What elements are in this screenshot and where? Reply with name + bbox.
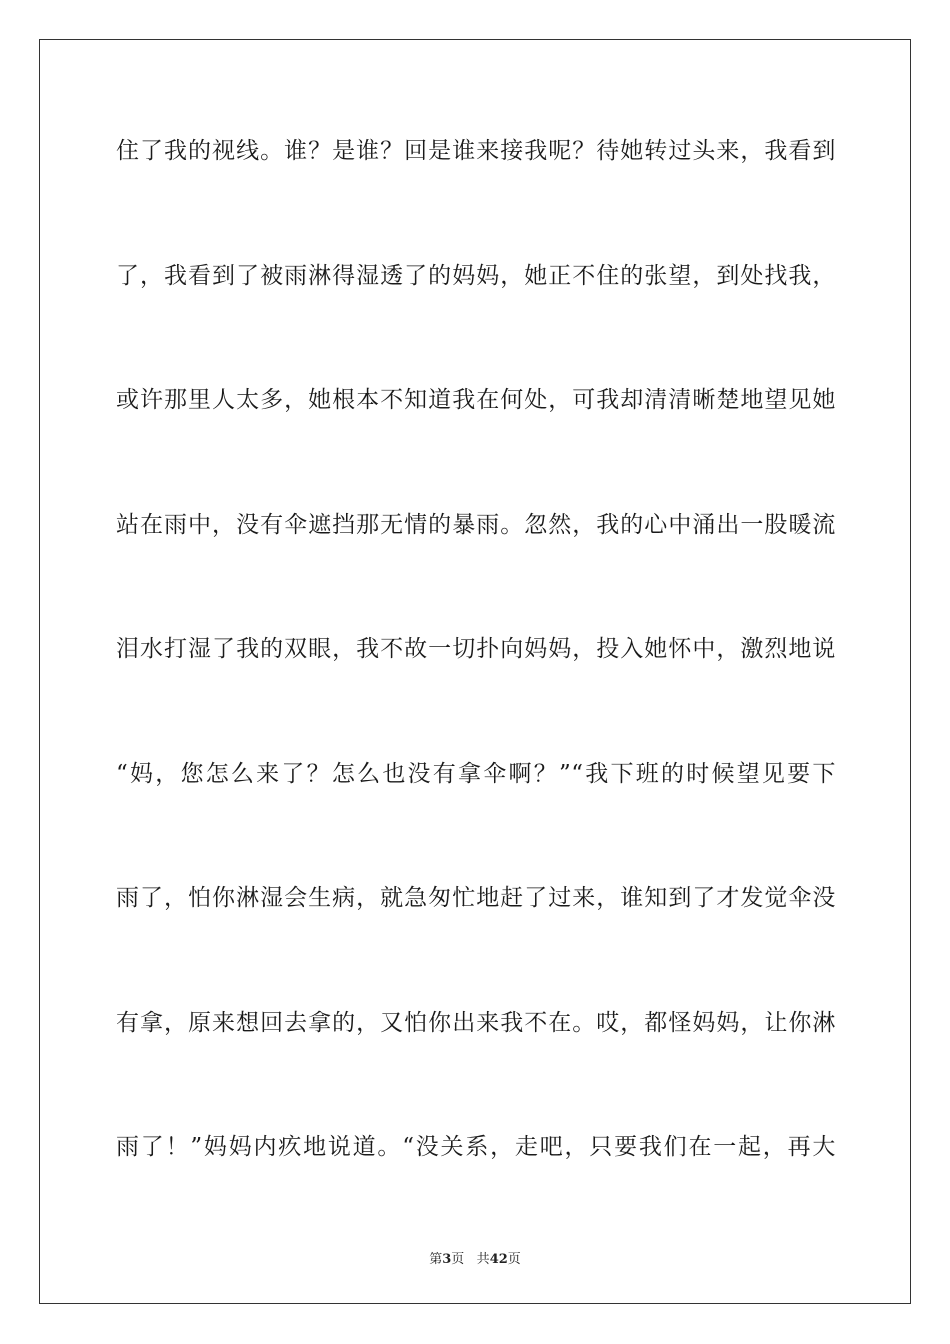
text-line: 了，我看到了被雨淋得湿透了的妈妈，她正不住的张望，到处找我， [116, 262, 836, 289]
footer-page-suffix: 页 [451, 1252, 465, 1267]
footer-total-suffix: 页 [507, 1252, 521, 1267]
footer-total-prefix: 共 [476, 1252, 490, 1267]
body-text [116, 128, 836, 1249]
text-line: 雨了，怕你淋湿会生病，就急匆忙地赶了过来，谁知到了才发觉伞没 [116, 885, 836, 911]
text-line: “妈，您怎么来了？怎么也没有拿伞啊？”“我下班的时候望见要下 [116, 760, 836, 787]
text-line: 有拿，原来想回去拿的，又怕你出来我不在。哎，都怪妈妈，让你淋 [116, 1009, 836, 1036]
current-page-number: 3 [442, 1252, 452, 1267]
footer-prefix: 第 [429, 1252, 443, 1267]
page-footer [0, 1248, 950, 1267]
text-line: 住了我的视线。谁？是谁？回是谁来接我呢？待她转过头来，我看到 [116, 138, 836, 164]
text-line: 站在雨中，没有伞遮挡那无情的暴雨。忽然，我的心中涌出一股暖流 [116, 511, 836, 538]
total-pages-number: 42 [489, 1252, 508, 1267]
text-line: 或许那里人太多，她根本不知道我在何处，可我却清清晰楚地望见她 [116, 387, 836, 413]
text-line: 雨了！”妈妈内疚地说道。“没关系，走吧，只要我们在一起，再大 [116, 1134, 836, 1160]
text-line: 泪水打湿了我的双眼，我不故一切扑向妈妈，投入她怀中，激烈地说 [116, 636, 836, 662]
